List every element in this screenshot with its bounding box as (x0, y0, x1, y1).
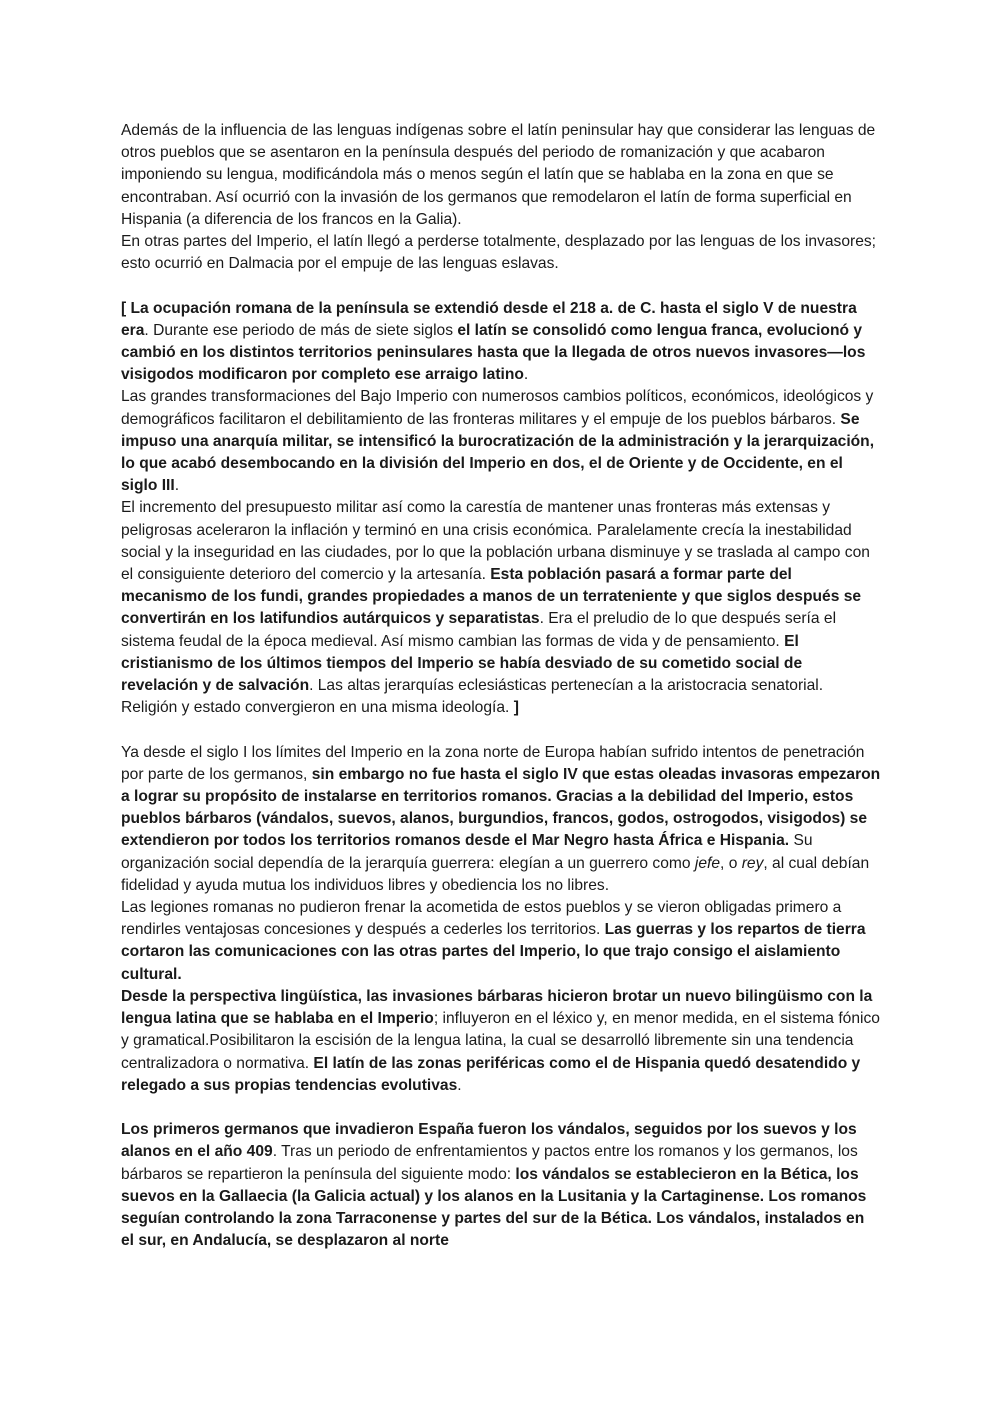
text-run: Las legiones romanas no pudieron frenar la acometida de estos pueblos y se vieron obligadas primero a rendirles ventajosas concesiones y después a cederles los territorios. (121, 899, 842, 939)
bold-text-run: El cristianismo de los últimos tiempos del Imperio se había desviado de su cometido social de revelación y de salvación (121, 632, 803, 695)
text-run: Además de la influencia de las lenguas indígenas sobre el latín peninsular hay que considerar las lenguas de otros pueblos que se asentaron en la península después del periodo de romanización y que acabaron imponiendo su lengua, modificándola más o menos según el latín que se hablaba en la zona en que se encontraban. Así ocurrió con la invasión de los germanos que remodelaron el latín de forma superficial en Hispania (a diferencia de los francos en la Galia). (121, 122, 876, 228)
paragraph (121, 897, 881, 986)
text-run: Su organización social dependía de la jerarquía guerrera: elegían a un guerrero como (121, 832, 813, 872)
text-run: En otras partes del Imperio, el latín llegó a perderse totalmente, desplazado por las lenguas de los invasores; esto ocurrió en Dalmacia por el empuje de las lenguas eslavas. (121, 233, 877, 273)
paragraph-spacer (121, 719, 881, 741)
bold-text-run: [ La ocupación romana de la península se extendió desde el 218 a. de C. hasta el siglo V de nuestra era (121, 299, 857, 339)
paragraph (121, 231, 881, 275)
paragraph-spacer (121, 1097, 881, 1119)
text-run: . Durante ese periodo de más de siete siglos (144, 321, 458, 339)
bold-text-run: ] (513, 699, 519, 717)
text-run: ; influyeron en el léxico y, en menor medida, en el sistema fónico y gramatical.Posibilitaron la escisión de la lengua latina, la cual se desarrolló libremente sin una tendencia centralizadora o normativa. (121, 1010, 880, 1072)
bold-text-run: Esta población pasará a formar parte del mecanismo de los fundi, grandes propiedades a manos de un terrateniente y que siglos después se convertirán en los latifundios autárquicos y separatistas (121, 566, 862, 628)
text-run: Las grandes transformaciones del Bajo Imperio con numerosos cambios políticos, económicos, ideológicos y demográficos facilitaron el debilitamiento de las fronteras militares y el empuje de los pueblos bárbaros. (121, 388, 874, 428)
bold-text-run: el latín se consolidó como lengua franca, evolucionó y cambió en los distintos territorios peninsulares hasta que la llegada de otros nuevos invasores—los visigodos modificaron por completo ese arraigo latino (121, 321, 866, 384)
bold-text-run: Los primeros germanos que invadieron España fueron los vándalos, seguidos por los suevos y los alanos en el año 409 (121, 1121, 857, 1161)
paragraph (121, 1119, 881, 1252)
bold-text-run: Se impuso una anarquía militar, se intensificó la burocratización de la administración y la jerarquización, lo que acabó desembocando en la división del Imperio en dos, el de Oriente y de Occidente, en el siglo III (121, 410, 875, 495)
italic-text-run: jefe (694, 854, 721, 872)
text-run: . Era el preludio de lo que después sería el sistema feudal de la época medieval. Así mismo cambian las formas de vida y de pensamiento. (121, 610, 837, 650)
paragraph (121, 386, 881, 497)
paragraph-spacer (121, 275, 881, 297)
paragraph (121, 497, 881, 719)
text-run: . Tras un periodo de enfrentamientos y pactos entre los romanos y los germanos, los bárbaros se repartieron la península del siguiente modo: (121, 1143, 858, 1183)
bold-text-run: sin embargo no fue hasta el siglo IV que estas oleadas invasoras empezaron a lograr su propósito de instalarse en territorios romanos. Gracias a la debilidad del Imperio, estos pueblos bárbaros (vándalos, suevos, alanos, burgundios, francos, godos, ostrogodos, visigodos) se extendieron por todos los territorios romanos desde el Mar Negro hasta África e Hispania. (121, 765, 881, 850)
text-run: El incremento del presupuesto militar así como la carestía de mantener unas fronteras más extensas y peligrosas aceleraron la inflación y terminó en una crisis económica. Paralelamente crecía la inestabilidad social y la inseguridad en las ciudades, por lo que la población urbana disminuye y se traslada al campo con el consiguiente deterioro del comercio y la artesanía. (121, 499, 870, 584)
italic-text-run: rey (741, 854, 764, 872)
paragraph (121, 120, 881, 231)
bold-text-run: Desde la perspectiva lingüística, las invasiones bárbaras hicieron brotar un nuevo bilingüismo con la lengua latina que se hablaba en el Imperio (121, 987, 873, 1028)
bold-text-run: El latín de las zonas periféricas como el de Hispania quedó desatendido y relegado a sus propias tendencias evolutivas (121, 1054, 861, 1094)
document-page (121, 120, 881, 1252)
text-run: Ya desde el siglo I los límites del Imperio en la zona norte de Europa habían sufrido intentos de penetración por parte de los germanos, (121, 743, 865, 783)
text-run: . (523, 366, 529, 384)
paragraph (121, 298, 881, 387)
text-run: . Las altas jerarquías eclesiásticas pertenecían a la aristocracia senatorial. Religión y estado convergieron en una misma ideología. (121, 677, 824, 717)
paragraph (121, 742, 881, 897)
text-run: , al cual debían fidelidad y ayuda mutua los individuos libres y obediencia los no libres. (121, 854, 870, 894)
text-run: . (457, 1076, 462, 1094)
bold-text-run: Las guerras y los repartos de tierra cortaron las comunicaciones con las otras partes del Imperio, lo que trajo consigo el aislamiento cultural. (121, 921, 866, 983)
text-run: , o (720, 854, 742, 872)
bold-text-run: los vándalos se establecieron en la Bética, los suevos en la Gallaecia (la Galicia actual) y los alanos en la Lusitania y la Cartaginense. Los romanos seguían controlando la zona Tarraconense y partes del sur de la Bética. Los vándalos, instalados en el sur, en Andalucía, se desplazaron al norte (121, 1165, 867, 1250)
paragraph (121, 986, 881, 1097)
text-run: . (174, 477, 180, 495)
